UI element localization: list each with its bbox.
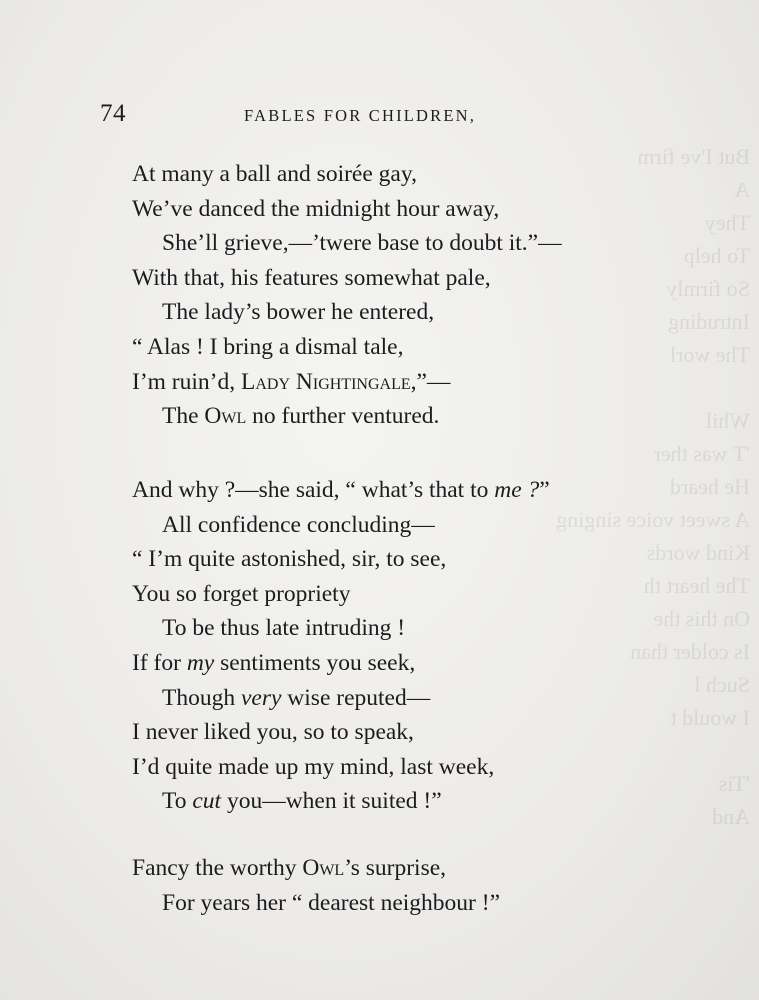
character-name: Owl	[204, 403, 247, 430]
verse-line: We’ve danced the midnight hour away,	[132, 195, 500, 222]
verse-line: For years her “ dearest neighbour !”	[162, 889, 500, 916]
emphasis-text: very	[240, 684, 282, 711]
verse-text: you—when it suited !”	[221, 788, 442, 815]
verse-line: All confidence concluding—	[162, 511, 435, 538]
emphasis-text: me ?	[494, 477, 540, 503]
verse-line	[132, 851, 500, 886]
page-number: 74	[100, 100, 126, 127]
verse-line: To be thus late intruding !	[162, 615, 406, 642]
running-head: FABLES FOR CHILDREN,	[244, 106, 477, 125]
verse-line: “ I’m quite astonished, sir, to see,	[132, 546, 447, 573]
verse-line	[132, 646, 550, 681]
verse-line	[132, 399, 562, 434]
verse-text: ”	[539, 477, 550, 503]
verse-line: “ Alas ! I bring a dismal tale,	[132, 333, 404, 360]
verse-line: With that, his features somewhat pale,	[132, 264, 491, 291]
verse-text: If for	[132, 649, 187, 676]
stanza-3	[132, 851, 500, 920]
emphasis-text: cut	[192, 788, 222, 815]
verse-line	[132, 784, 550, 819]
verse-line	[132, 681, 550, 716]
verse-text: The	[162, 403, 205, 430]
character-name: Owl	[302, 855, 345, 881]
bleed-through-text: But I've firm A They To help So firmly Intruding The worl Whil 'T was ther He heard A sweet voice singing Kind words The heart th On this the Is colder than Such l I would t 'Tis And	[556, 144, 750, 829]
verse-line: I never liked you, so to speak,	[132, 719, 414, 746]
verse-text: Though	[162, 684, 241, 711]
verse-line: You so forget propriety	[132, 580, 351, 607]
verse-text: To	[162, 788, 193, 815]
verse-line: I’d quite made up my mind, last week,	[132, 753, 495, 780]
verse-text: no further ventured.	[246, 403, 440, 430]
verse-text: Fancy the worthy	[132, 855, 303, 881]
character-name: Lady Nightingale	[241, 368, 411, 395]
verse-line	[132, 473, 550, 508]
verse-text: wise reputed—	[281, 684, 431, 711]
emphasis-text: my	[186, 649, 215, 676]
verse-text: ,”—	[410, 368, 451, 395]
verse-text: And why ?—she said, “ what’s that to	[132, 477, 495, 503]
stanza-1	[132, 157, 562, 434]
verse-text: I’m ruin’d,	[132, 368, 241, 395]
stanza-2	[132, 473, 550, 819]
verse-text: ’s surprise,	[344, 855, 447, 881]
verse-line: She’ll grieve,—’twere base to doubt it.”—	[162, 230, 562, 257]
verse-text: sentiments you seek,	[214, 649, 416, 676]
verse-line: The lady’s bower he entered,	[162, 299, 435, 326]
verse-line	[132, 365, 562, 400]
verse-line: At many a ball and soirée gay,	[132, 161, 417, 187]
